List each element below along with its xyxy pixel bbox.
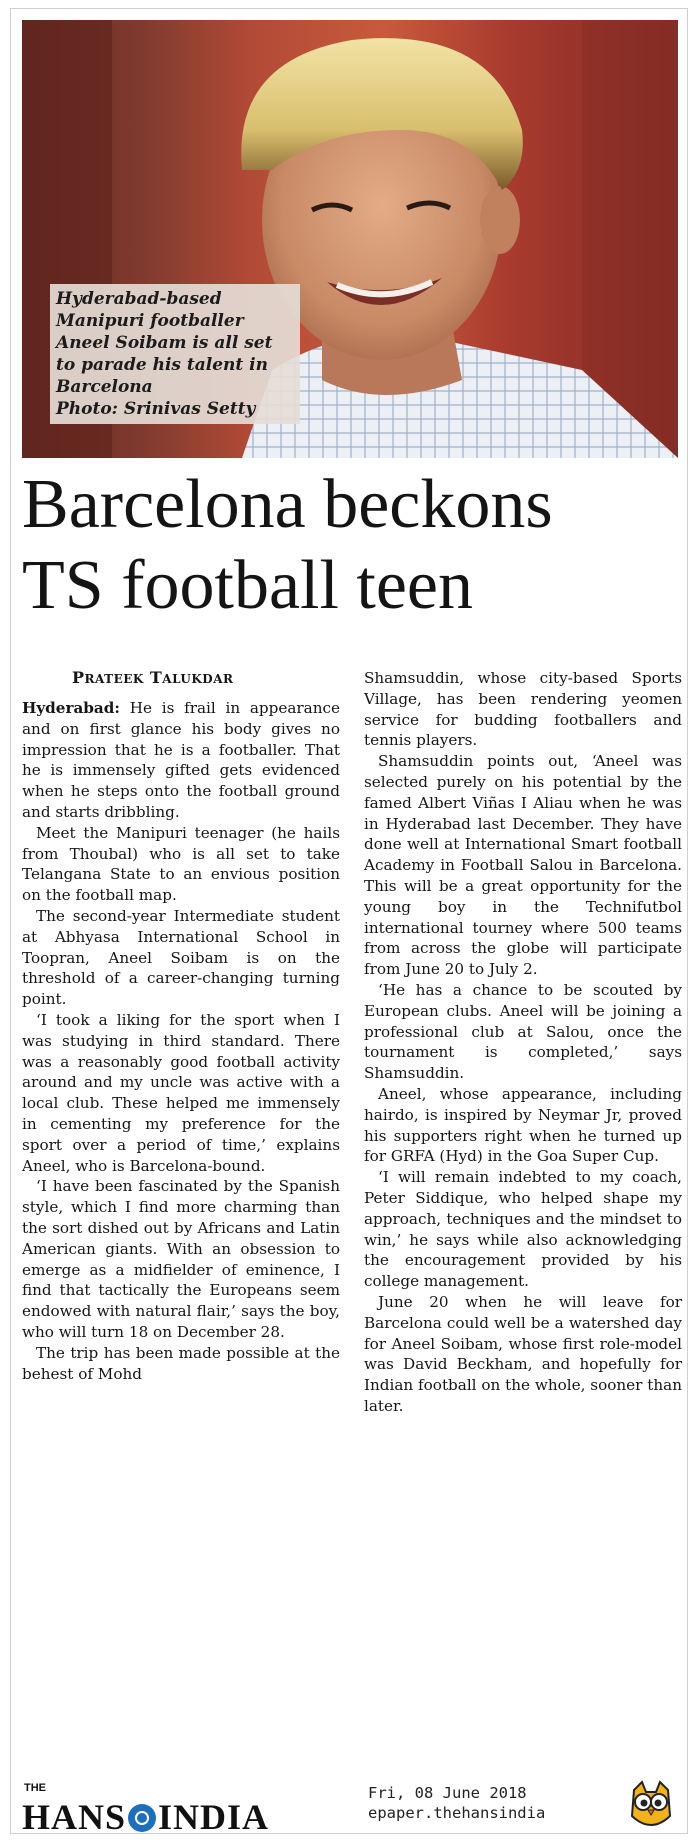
edition-date: Fri, 08 June 2018: [368, 1784, 527, 1802]
article-column-right: [364, 668, 682, 1417]
article-paragraph: Aneel, whose appearance, including hairdo, is inspired by Neymar Jr, proved his supporters right when he turned up for GRFA (Hyd) in the Goa Super Cup.: [364, 1084, 682, 1166]
byline-text: ALUKDAR: [162, 672, 234, 686]
article-paragraph: ‘I will remain indebted to my coach, Peter Siddique, who helped shape my approach, techniques and the mindset to win,’ he says while also acknowledging the encouragement provided by his college management.: [364, 1168, 682, 1291]
globe-icon: [128, 1804, 156, 1832]
headline-line-2: TS football teen: [22, 547, 474, 624]
caption-line: Barcelona: [56, 377, 153, 397]
article-paragraph: ‘He has a chance to be scouted by European clubs. Aneel will be joining a professional club at Salou, once the tournament is completed,’ says Shamsuddin.: [364, 980, 682, 1083]
caption-line: Photo: Srinivas Setty: [56, 399, 256, 419]
dateline: Hyderabad:: [22, 699, 120, 717]
logo-right: INDIA: [158, 1797, 270, 1837]
article-paragraph: ‘I took a liking for the sport when I was studying in third standard. There was a reasonably good football activity around and my uncle was active with a local club. These helped me immensely in cementing my preference for the sport over a period of time,’ explains Aneel, who is Barcelona-bound.: [22, 1010, 340, 1175]
publication-logo: [22, 1782, 362, 1837]
caption-line: Manipuri footballer: [56, 311, 244, 331]
logo-wordmark: [22, 1796, 269, 1838]
logo-the: THE: [24, 1782, 46, 1794]
caption-line: Aneel Soibam is all set: [56, 333, 273, 353]
article-paragraph: ‘I have been fascinated by the Spanish style, which I find more charming than the sort dished out by Africans and Latin American giants. With an obsession to emerge as a midfielder of eminence, I find that tactically the Europeans seem endowed with natural flair,’ says the boy, who will turn 18 on December 28.: [22, 1177, 340, 1341]
headline-line-1: Barcelona beckons: [22, 466, 553, 543]
article-paragraph: The trip has been made possible at the behest of Mohd: [22, 1343, 340, 1383]
owl-icon: [626, 1780, 676, 1832]
article-headline: [22, 464, 682, 626]
byline-initial: P: [72, 668, 85, 687]
caption-line: to parade his talent in: [56, 355, 269, 375]
edition-info: [368, 1783, 545, 1823]
photo-caption: [50, 284, 300, 424]
article-paragraph: June 20 when he will leave for Barcelona could well be a watershed day for Aneel Soibam, whose first role-model was David Beckham, and hopefully for Indian football on the whole, sooner than later.: [364, 1292, 682, 1415]
article-paragraph: Shamsuddin, whose city-based Sports Village, has been rendering yeomen service for budding footballers and tennis players.: [364, 669, 682, 750]
logo-left: HANS: [22, 1797, 127, 1837]
edition-site: epaper.thehansindia: [368, 1804, 546, 1822]
paragraph-text: He is frail in appearance and on first glance his body gives no impression that he is a footballer. That he is immensely gifted gets evidenced when he steps onto the football ground and starts dribbling.: [22, 699, 340, 821]
article-paragraph: The second-year Intermediate student at Abhyasa International School in Toopran, Aneel Soibam is on the threshold of a career-changing turning point.: [22, 906, 340, 1009]
byline-initial: T: [149, 668, 163, 687]
article-photo: [22, 20, 678, 458]
article-paragraph: Meet the Manipuri teenager (he hails from Thoubal) who is all set to take Telangana State to an envious position on the football map.: [22, 823, 340, 905]
byline: [72, 668, 340, 689]
byline-text: RATEEK: [84, 672, 144, 686]
caption-line: Hyderabad-based: [56, 289, 222, 309]
article-paragraph: [22, 698, 340, 823]
article-paragraph: Shamsuddin points out, ‘Aneel was selected purely on his potential by the famed Albert Viñas I Aliau when he was in Hyderabad last December. They have done well at International Smart football Academy in Football Salou in Barcelona. This will be a great opportunity for the young boy in the Technifutbol international tourney where 500 teams from across the globe will participate from June 20 to July 2.: [364, 752, 682, 979]
article-column-left: [22, 668, 340, 1384]
